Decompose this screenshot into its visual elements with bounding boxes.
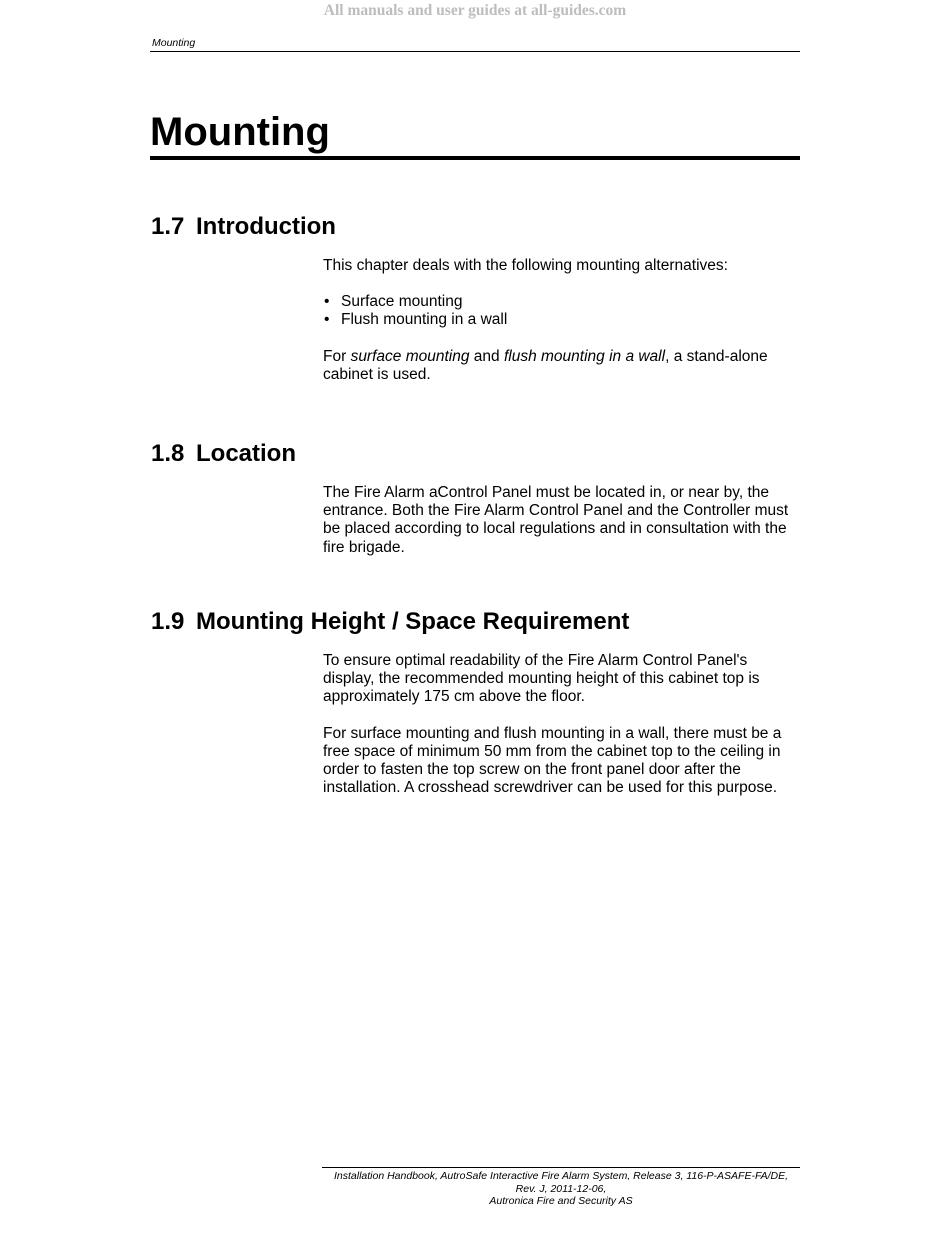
location-body	[323, 484, 793, 557]
closing-text-1: For	[323, 347, 351, 365]
footer-line-3: Autronica Fire and Security AS	[489, 1195, 633, 1207]
section-title: Location	[196, 440, 296, 467]
section-number: 1.9	[151, 608, 185, 635]
section-title: Introduction	[196, 213, 336, 240]
mounting-height-body	[323, 652, 793, 797]
mounting-alternatives-list	[323, 293, 793, 329]
bullet-icon: •	[324, 293, 330, 311]
list-item	[323, 311, 793, 329]
section-title: Mounting Height / Space Requirement	[196, 608, 630, 635]
mounting-height-paragraph: To ensure optimal readability of the Fire Alarm Control Panel's display, the recommended mounting height of this cabinet top is approximately 175 cm above the floor.	[323, 652, 760, 706]
section-number: 1.7	[151, 213, 185, 240]
introduction-intro: This chapter deals with the following mounting alternatives:	[323, 257, 728, 274]
section-heading-location	[151, 440, 296, 468]
footer-line-2: Rev. J, 2011-12-06,	[515, 1182, 607, 1195]
closing-emphasis-surface: surface mounting	[350, 347, 470, 365]
space-requirement-paragraph: For surface mounting and flush mounting in a wall, there must be a free space of minimum 50 mm from the cabinet top to the ceiling in order to fasten the top screw on the front panel door after the installation. A crosshead screwdriver can be used for this purpose.	[323, 724, 782, 797]
closing-emphasis-flush: flush mounting in a wall	[503, 347, 666, 365]
closing-text-3: , a stand-alone cabinet is used.	[323, 347, 768, 383]
running-header: Mounting	[150, 37, 800, 52]
closing-text-2: and	[469, 347, 504, 365]
chapter-title: Mounting	[150, 108, 800, 160]
introduction-body	[323, 257, 793, 384]
section-number: 1.8	[151, 440, 185, 467]
watermark: All manuals and user guides at all-guides.com	[323, 2, 627, 19]
introduction-closing	[323, 348, 793, 384]
list-item	[323, 293, 793, 311]
section-heading-mounting-height	[151, 608, 629, 636]
page-footer	[322, 1167, 800, 1208]
list-item-text: Surface mounting	[341, 293, 463, 311]
list-item-text: Flush mounting in a wall	[341, 311, 508, 329]
location-paragraph: The Fire Alarm aControl Panel must be located in, or near by, the entrance. Both the Fire Alarm Control Panel and the Controller must be placed according to local regulations and in consultation with the fire brigade.	[323, 484, 789, 556]
section-heading-introduction	[151, 213, 336, 241]
bullet-icon: •	[324, 311, 330, 329]
footer-line-1: Installation Handbook, AutroSafe Interactive Fire Alarm System, Release 3, 116-P-ASAFE-FA/DE,	[333, 1170, 789, 1182]
